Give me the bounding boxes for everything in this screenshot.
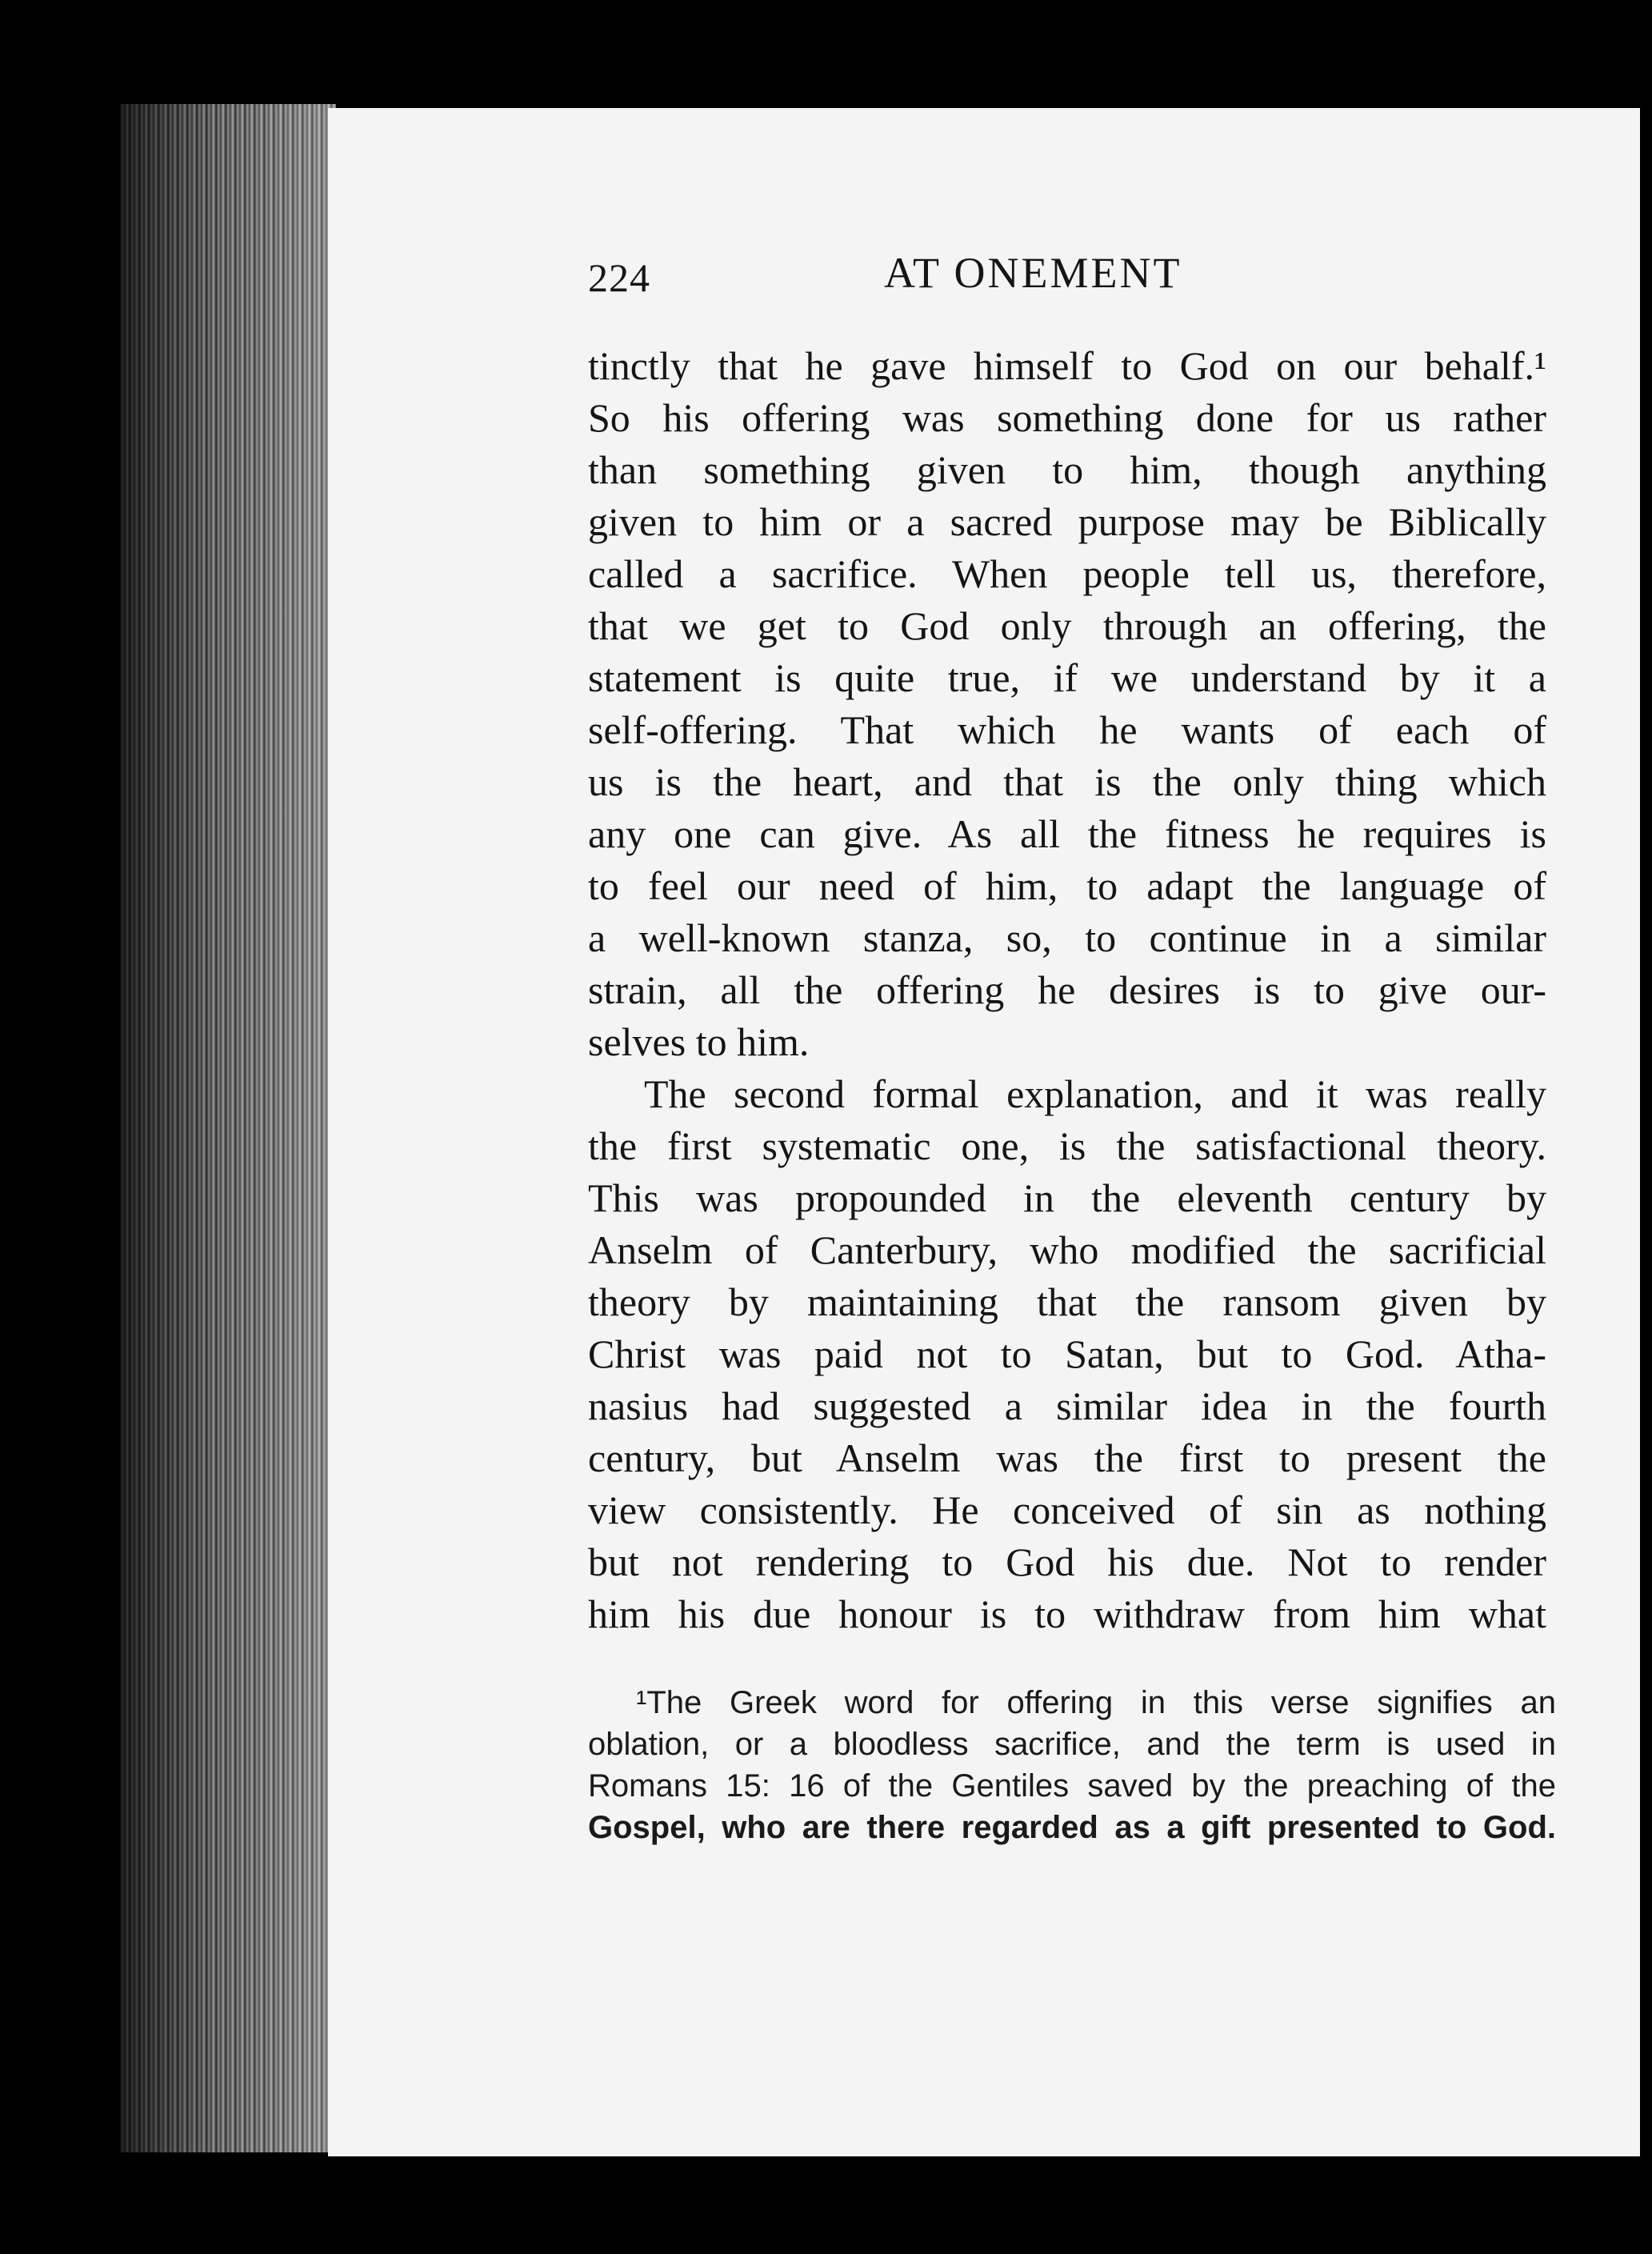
text-line: than something given to him, though anything: [588, 447, 1546, 492]
running-title: AT ONEMENT: [884, 249, 1182, 297]
footnote-line: Gospel, who are there regarded as a gift presented to God.: [588, 1810, 1556, 1845]
text-line: self-offering. That which he wants of each of: [588, 707, 1546, 752]
text-line: view consistently. He conceived of sin as nothing: [588, 1487, 1546, 1532]
text-line: him his due honour is to withdraw from him what: [588, 1591, 1546, 1636]
page-edge-shadow: [120, 104, 336, 2152]
text-line: Anselm of Canterbury, who modified the sacrificial: [588, 1227, 1546, 1272]
text-line: Christ was paid not to Satan, but to God. Atha-: [588, 1331, 1546, 1376]
text-line: to feel our need of him, to adapt the language of: [588, 863, 1546, 908]
text-line: strain, all the offering he desires is to give our-: [588, 967, 1546, 1012]
body-text: [588, 340, 1546, 1640]
text-line: theory by maintaining that the ransom given by: [588, 1279, 1546, 1324]
text-line: a well-known stanza, so, to continue in a similar: [588, 915, 1546, 960]
running-head: [588, 248, 1548, 312]
text-line: any one can give. As all the fitness he requires is: [588, 811, 1546, 856]
text-line: century, but Anselm was the first to present the: [588, 1435, 1546, 1480]
page-number: 224: [588, 255, 650, 300]
footnote-line: oblation, or a bloodless sacrifice, and the term is used in: [588, 1727, 1556, 1762]
text-line: tinctly that he gave himself to God on our behalf.¹: [588, 343, 1546, 388]
footnote-line: Romans 15: 16 of the Gentiles saved by the preaching of the: [588, 1768, 1556, 1804]
text-line: nasius had suggested a similar idea in the fourth: [588, 1383, 1546, 1428]
footnote: [588, 1682, 1556, 1848]
text-line: called a sacrifice. When people tell us, therefore,: [588, 551, 1546, 596]
text-line: us is the heart, and that is the only thing which: [588, 759, 1546, 804]
text-line: selves to him.: [588, 1019, 810, 1064]
text-line: statement is quite true, if we understand by it a: [588, 655, 1546, 700]
footnote-line: ¹The Greek word for offering in this verse signifies an: [636, 1685, 1556, 1720]
text-line: the first systematic one, is the satisfactional theory.: [588, 1123, 1546, 1168]
text-line: but not rendering to God his due. Not to render: [588, 1539, 1546, 1584]
text-line: The second formal explanation, and it was really: [644, 1071, 1546, 1116]
text-line: given to him or a sacred purpose may be Biblically: [588, 499, 1546, 544]
text-line: that we get to God only through an offering, the: [588, 603, 1546, 648]
text-line: This was propounded in the eleventh century by: [588, 1175, 1546, 1220]
text-line: So his offering was something done for us rather: [588, 395, 1546, 440]
